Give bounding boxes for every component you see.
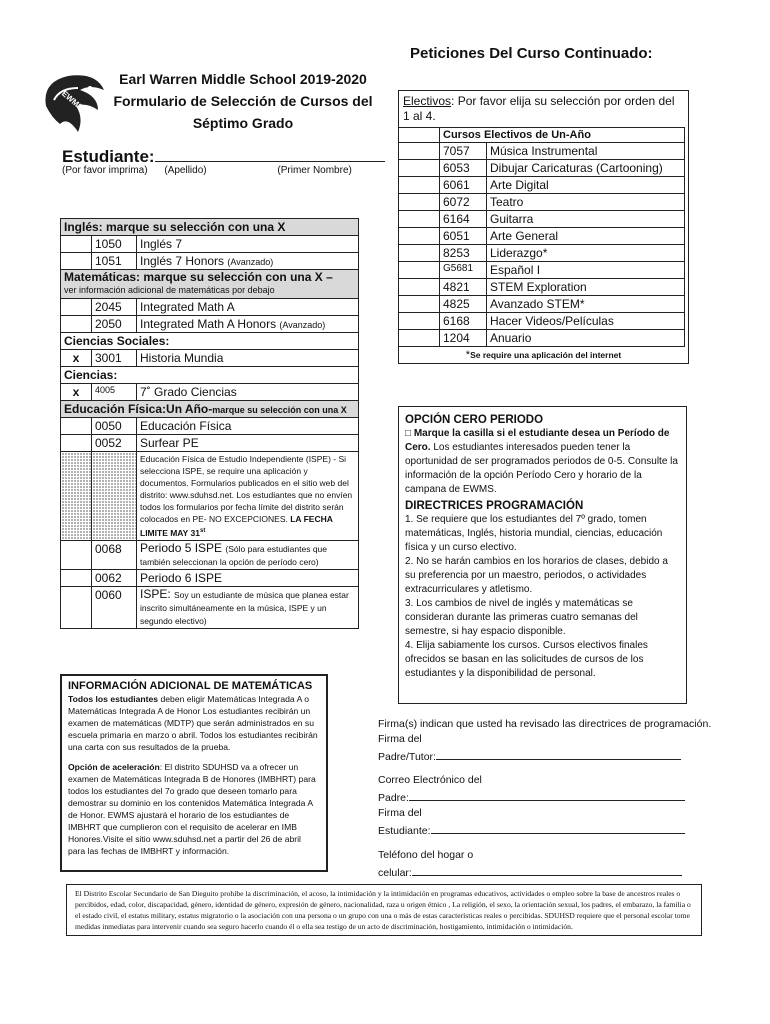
zero-period-box <box>398 406 687 704</box>
table-row <box>61 236 359 253</box>
directive-4: 4. Elija sabiamente los cursos. Cursos electivos finales ofrecidos se basan en las solicitudes de cursos de los estudiantes y la disponibilidad de personal. <box>405 640 648 679</box>
student-sign-label: Firma del <box>378 807 422 819</box>
rank-cell[interactable] <box>399 330 440 347</box>
course-code: 2050 <box>92 316 137 333</box>
course-code: G5681 <box>440 262 487 279</box>
course-name <box>137 236 359 253</box>
zero-text <box>405 427 680 497</box>
table-row <box>399 228 685 245</box>
pe-title-cell <box>61 401 359 418</box>
course-name: Avanzado STEM* <box>487 296 685 313</box>
course-code: 6164 <box>440 211 487 228</box>
shaded-cell <box>61 452 92 541</box>
table-row <box>399 330 685 347</box>
select-cell[interactable]: x <box>61 384 92 401</box>
course-code: 0050 <box>92 418 137 435</box>
electives-label: Electivos <box>403 94 452 108</box>
course-name: Teatro <box>487 194 685 211</box>
select-cell[interactable] <box>61 236 92 253</box>
select-cell[interactable] <box>61 253 92 270</box>
course-code: 2045 <box>92 299 137 316</box>
math-info-p1 <box>68 693 320 753</box>
course-name: Historia Mundia <box>137 350 359 367</box>
course-label: Integrated Math A Honors <box>140 317 280 331</box>
rank-cell[interactable] <box>399 245 440 262</box>
select-cell[interactable] <box>61 435 92 452</box>
course-code: 6072 <box>440 194 487 211</box>
pe-title-small: marque su selección con una X <box>212 405 347 415</box>
table-row <box>61 586 359 628</box>
electives-footnote <box>399 347 688 363</box>
table-row <box>399 296 685 313</box>
math-info-p2 <box>68 761 320 857</box>
form-title: Formulario de Selección de Cursos del <box>113 93 373 109</box>
zero-title: OPCIÓN CERO PERIODO <box>405 414 544 426</box>
select-cell[interactable] <box>61 540 92 569</box>
select-cell[interactable] <box>61 569 92 586</box>
course-name: 7˚ Grado Ciencias <box>137 384 359 401</box>
ispe-info-text: Educación Física de Estudio Independiente (ISPE) - Si selecciona ISPE, se require una aplicación y documentos. Formularios publicados en el sitio web del distrito: www.sduhsd.net. Los estudiantes que no envíen todos los formularios por fecha límite del distrito serán colocados en PE- NO EXCEPCIONES. <box>140 454 353 524</box>
rank-cell[interactable] <box>399 211 440 228</box>
course-name: STEM Exploration <box>487 279 685 296</box>
math-info-box <box>60 674 328 872</box>
first-name-hint: (Primer Nombre) <box>277 165 352 176</box>
table-row <box>61 418 359 435</box>
table-row <box>61 384 359 401</box>
course-code: 8253 <box>440 245 487 262</box>
directives-title: DIRECTRICES PROGRAMACIÓN <box>405 500 584 512</box>
course-name: Surfear PE <box>137 435 359 452</box>
course-code: 0052 <box>92 435 137 452</box>
course-label: Inglés 7 Honors <box>140 254 228 268</box>
course-code: 4825 <box>440 296 487 313</box>
ispe-info <box>137 452 359 541</box>
course-name: Periodo 6 ISPE <box>137 569 359 586</box>
rank-cell[interactable] <box>399 279 440 296</box>
course-code: 4005 <box>92 384 137 401</box>
course-name: Educación Física <box>137 418 359 435</box>
course-note: (Avanzado) <box>227 257 274 267</box>
table-row <box>61 316 359 333</box>
select-cell[interactable] <box>61 418 92 435</box>
science-title: Ciencias: <box>61 367 359 384</box>
print-hint: (Por favor imprima) <box>62 165 148 176</box>
course-code: 1051 <box>92 253 137 270</box>
table-row <box>399 262 685 279</box>
course-label: Inglés 7 <box>140 237 183 251</box>
electives-intro-text: : Por favor elija su selección por orden del 1 al 4. <box>403 94 675 123</box>
ispe-deadline: LA FECHA LIMITE MAY 31 <box>140 514 333 538</box>
rank-cell[interactable] <box>399 143 440 160</box>
math-info-p1-text: deben eligir Matemáticas Integrada A o Matemáticas Integrada A de Honor Los estudiantes recibirán un examen de matemáticas (MDTP) que serán administrados en su escuela primaria en marzo o abril. Todos los estudiantes recibirán una carta con sus resultados de la prueba. <box>68 694 318 752</box>
table-row <box>399 211 685 228</box>
math-title-cell <box>61 270 359 299</box>
table-row <box>399 160 685 177</box>
table-row <box>61 540 359 569</box>
directive-2: 2. No se harán cambios en los horarios de clases, debido a su preferencia por un maestro, periodos, o actividades extracurriculares y atletismo. <box>405 556 668 595</box>
course-name <box>137 253 359 270</box>
course-name: Español I <box>487 262 685 279</box>
rank-cell[interactable] <box>399 262 440 279</box>
zero-body: Los estudiantes interesados pueden tener la oportunidad de ser programados periodos de 0-5. Consulte la información de la opción Período Cero y horario de la campana de EWMS. <box>405 442 678 495</box>
course-label: Periodo 5 ISPE <box>140 540 223 555</box>
school-name: Earl Warren Middle School 2019-2020 <box>119 71 367 87</box>
electives-header: Cursos Electivos de Un-Año <box>440 128 685 143</box>
table-row <box>61 299 359 316</box>
course-label: ISPE: <box>140 586 175 601</box>
electives-table <box>398 127 685 347</box>
table-row <box>399 143 685 160</box>
parent-signature-field[interactable] <box>436 747 681 760</box>
student-sign-label2: Estudiante: <box>378 825 431 837</box>
rank-cell[interactable] <box>399 228 440 245</box>
right-title: Peticiones Del Curso Continuado: <box>410 45 653 62</box>
table-row <box>61 435 359 452</box>
course-name: Liderazgo* <box>487 245 685 262</box>
ispe-deadline-sup: st <box>200 528 206 534</box>
select-cell[interactable] <box>61 299 92 316</box>
parent-sign-label2: Padre/Tutor: <box>378 751 436 763</box>
course-code: 6051 <box>440 228 487 245</box>
rank-cell[interactable] <box>399 177 440 194</box>
course-code: 3001 <box>92 350 137 367</box>
directive-1: 1. Se requiere que los estudiantes del 7º grado, tomen matemáticas, Inglés, historia mundial, ciencias, educación física y un curso electivo. <box>405 514 663 553</box>
core-courses <box>60 218 359 629</box>
course-code: 1204 <box>440 330 487 347</box>
zero-bold: Marque la casilla si el estudiante desea un Período de Cero. <box>405 428 670 453</box>
table-row <box>399 313 685 330</box>
course-name <box>137 586 359 628</box>
logo-text: EWMS <box>60 89 85 112</box>
course-code: 4821 <box>440 279 487 296</box>
table-row <box>399 194 685 211</box>
parent-email-label2: Padre: <box>378 792 409 804</box>
math-info-p2-bold: Opción de aceleración <box>68 762 160 772</box>
electives-box <box>398 90 689 364</box>
course-code: 1050 <box>92 236 137 253</box>
course-label: Integrated Math A <box>140 300 235 314</box>
course-name: Arte Digital <box>487 177 685 194</box>
rank-cell[interactable] <box>399 296 440 313</box>
directive-3: 3. Los cambios de nivel de inglés y matemáticas se consideran durante las primeras cuatro semanas del semestre, si hay espacio disponible. <box>405 598 638 637</box>
last-name-hint: (Apellido) <box>164 165 207 176</box>
course-name <box>137 316 359 333</box>
course-name <box>137 299 359 316</box>
table-row <box>61 253 359 270</box>
electives-intro <box>399 91 688 127</box>
course-code: 0060 <box>92 586 137 628</box>
pe-title: Educación Física:Un Año- <box>64 402 213 416</box>
signature-block <box>378 717 718 881</box>
math-title: Matemáticas: marque su selección con una X – <box>64 270 333 284</box>
course-name: Hacer Videos/Películas <box>487 313 685 330</box>
select-cell[interactable] <box>61 586 92 628</box>
course-code: 6061 <box>440 177 487 194</box>
student-line <box>62 145 385 167</box>
footnote-star: * <box>465 349 471 361</box>
phone-field[interactable] <box>412 863 682 876</box>
math-info-title: INFORMACIÓN ADICIONAL DE MATEMÁTICAS <box>68 680 313 692</box>
header-blank <box>399 128 440 143</box>
school-title <box>108 68 378 134</box>
course-code: 6168 <box>440 313 487 330</box>
student-signature-field[interactable] <box>431 821 685 834</box>
student-name-field[interactable] <box>155 145 385 162</box>
math-subtitle: ver información adicional de matemáticas por debajo <box>64 285 275 295</box>
social-title: Ciencias Sociales: <box>61 333 359 350</box>
footer-notice <box>66 884 702 936</box>
table-row <box>61 569 359 586</box>
course-code: 6053 <box>440 160 487 177</box>
course-code: 0062 <box>92 569 137 586</box>
course-note: (Avanzado) <box>279 320 326 330</box>
course-name: Guitarra <box>487 211 685 228</box>
math-info-p1-bold: Todos los estudiantes <box>68 694 159 704</box>
shaded-cell <box>92 452 137 541</box>
phone-label: Teléfono del hogar o <box>378 849 474 861</box>
english-title: Inglés: marque su selección con una X <box>61 219 359 236</box>
course-code: 0068 <box>92 540 137 569</box>
course-name <box>137 540 359 569</box>
grade-title: Séptimo Grado <box>192 115 294 131</box>
ispe-info-row <box>61 452 359 541</box>
parent-email-field[interactable] <box>409 788 685 801</box>
rank-cell[interactable] <box>399 194 440 211</box>
select-cell[interactable]: x <box>61 350 92 367</box>
student-hints <box>62 165 352 176</box>
rank-cell[interactable] <box>399 313 440 330</box>
course-name: Anuario <box>487 330 685 347</box>
table-row <box>61 350 359 367</box>
course-note: (Sólo para estudiantes que también seleccionan la opción de período cero) <box>140 543 328 567</box>
table-row <box>399 279 685 296</box>
phone-label2: celular: <box>378 867 412 879</box>
student-label: Estudiante: <box>62 147 155 166</box>
parent-sign-label: Firma del <box>378 733 422 745</box>
course-name: Dibujar Caricaturas (Cartooning) <box>487 160 685 177</box>
course-name: Arte General <box>487 228 685 245</box>
table-row <box>399 177 685 194</box>
signature-intro: Firma(s) indican que usted ha revisado las directrices de programación. <box>378 718 712 730</box>
table-row <box>399 245 685 262</box>
school-logo <box>38 66 110 136</box>
course-code: 7057 <box>440 143 487 160</box>
math-info-p2-text: : El distrito SDUHSD va a ofrecer un examen de Matemáticas Integrada B de Honores (IMBHRT) para todos los estudiantes del 7o grado que deseen tomarlo para demostrar su dominio en los contenidos Matemática Integrada A de Honor. EWMS ajustará el horario de los estudiantes de IMBHRT que cumplieron con el requisito de acelerar en IMB Honores.Visite el sitio www.sduhsd.net a partir del 26 de abril para las fechas de IMBHRT y información. <box>68 762 316 856</box>
footnote-text: Se require una aplicación del internet <box>470 350 622 360</box>
course-note: Soy un estudiante de música que planea estar inscrito simultáneamente en la música, ISPE y un segundo electivo) <box>140 589 349 626</box>
footer-text: El Distrito Escolar Secundario de San Dieguito prohíbe la discriminación, el acoso, la intimidación y la intimidación en programas educativos, actividades o empleo sobre la base de ancestros reales o percibidos, edad, color, discapacidad, género, identidad de género, expresión de género, nacionalidad, raza u origen étnico , La religión, el sexo, la orientación sexual, los padres, el embarazo, la familia o el estado civil, el estatus military, estatus migratorio o la asociación con una persona o un grupo con una o más de estas características reales o percibidas. SDUHSD requiere que el personal escolar tome medidas inmediatas para intervenir cuando sea seguro hacerlo cuando él o ella sea testigo de un acto de discriminación, hostigamiento, intimidación o intimidación. <box>75 889 691 931</box>
select-cell[interactable] <box>61 316 92 333</box>
course-name: Música Instrumental <box>487 143 685 160</box>
rank-cell[interactable] <box>399 160 440 177</box>
zero-checkbox[interactable]: □ <box>405 428 412 439</box>
parent-email-label: Correo Electrónico del <box>378 774 482 786</box>
